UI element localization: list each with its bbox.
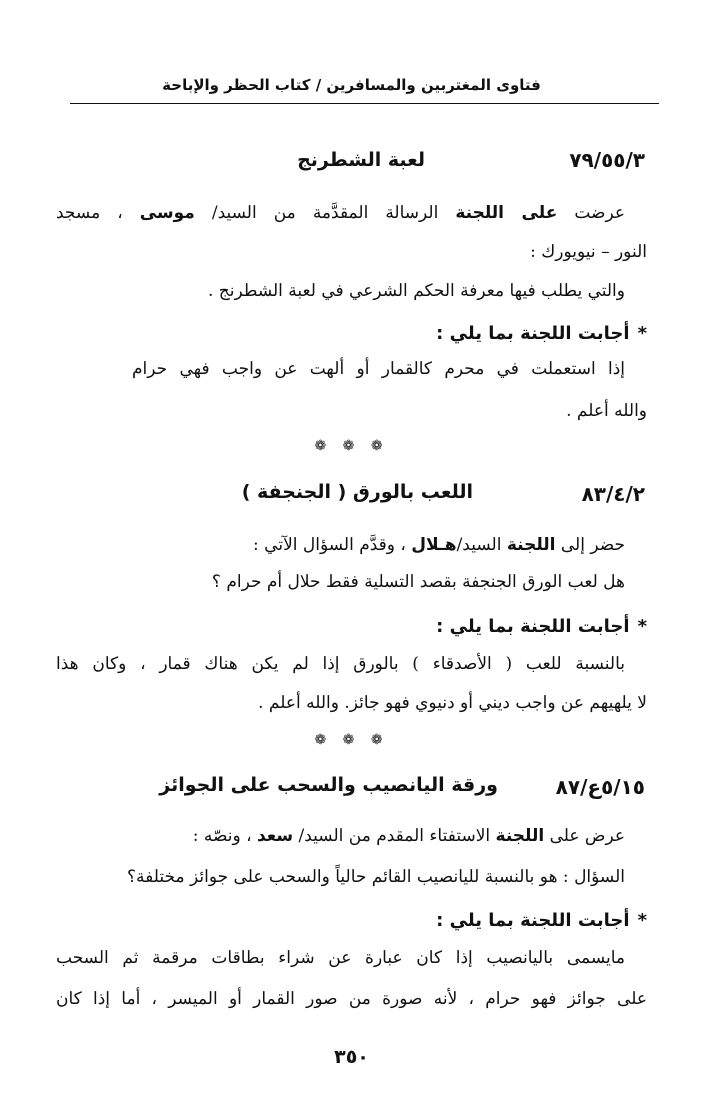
bullet-star-icon: *	[637, 616, 647, 637]
question-line: السؤال : هو بالنسبة لليانصيب القائم حالياً والسحب على جوائز مختلفة؟	[127, 867, 625, 887]
question-line: حضر إلى اللجنة السيد/هـلال ، وقدَّم السؤال الآتي :	[253, 535, 625, 555]
question-line: والتي يطلب فيها معرفة الحكم الشرعي في لعبة الشطرنج .	[207, 281, 625, 301]
answer-heading: *أجابت اللجنة بما يلي :	[436, 910, 647, 931]
answer-heading: *أجابت اللجنة بما يلي :	[436, 323, 647, 344]
page-number: ٣٥٠	[334, 1046, 369, 1068]
question-line: عرض على اللجنة الاستفتاء المقدم من السيد/ سعد ، ونصّه :	[192, 826, 625, 846]
fatwa-title: ورقة اليانصيب والسحب على الجوائز	[159, 774, 498, 796]
answer-line: بالنسبة للعب ( الأصدقاء ) بالورق إذا لم يكن هناك قمار ، وكان هذا	[56, 654, 625, 674]
running-header: فتاوى المغتربين والمسافرين / كتاب الحظر والإباحة	[162, 76, 541, 94]
answer-line: لا يلهيهم عن واجب ديني أو دنيوي فهو جائز. والله أعلم .	[258, 693, 647, 713]
bullet-star-icon: *	[637, 910, 647, 931]
answer-line: على جوائز فهو حرام ، لأنه صورة من صور القمار أو الميسر ، أما إذا كان	[56, 989, 647, 1009]
question-line: النور – نيويورك :	[530, 242, 647, 262]
section-divider-ornament: ❁ ❁ ❁	[314, 732, 389, 748]
fatwa-title: اللعب بالورق ( الجنجفة )	[241, 481, 473, 503]
fatwa-code: ٥/١٥ع/٨٧	[555, 775, 645, 799]
question-line: عرضت على اللجنة الرسالة المقدَّمة من السيد/ موسى ، مسجد	[56, 203, 625, 223]
bullet-star-icon: *	[637, 323, 647, 344]
fatwa-title: لعبة الشطرنج	[297, 149, 425, 171]
section-divider-ornament: ❁ ❁ ❁	[314, 438, 389, 454]
header-rule	[70, 103, 659, 104]
answer-line: والله أعلم .	[566, 401, 647, 421]
answer-heading: *أجابت اللجنة بما يلي :	[436, 616, 647, 637]
question-line: هل لعب الورق الجنجفة بقصد التسلية فقط حلال أم حرام ؟	[211, 572, 625, 592]
answer-line: إذا استعملت في محرم كالقمار أو ألهت عن واجب فهي حرام	[132, 359, 625, 379]
answer-line: مايسمى باليانصيب إذا كان عبارة عن شراء بطاقات مرقمة ثم السحب	[56, 948, 625, 968]
fatwa-code: ٧٩/٥٥/٣	[569, 148, 645, 172]
fatwa-code: ٨٣/٤/٢	[581, 482, 645, 506]
